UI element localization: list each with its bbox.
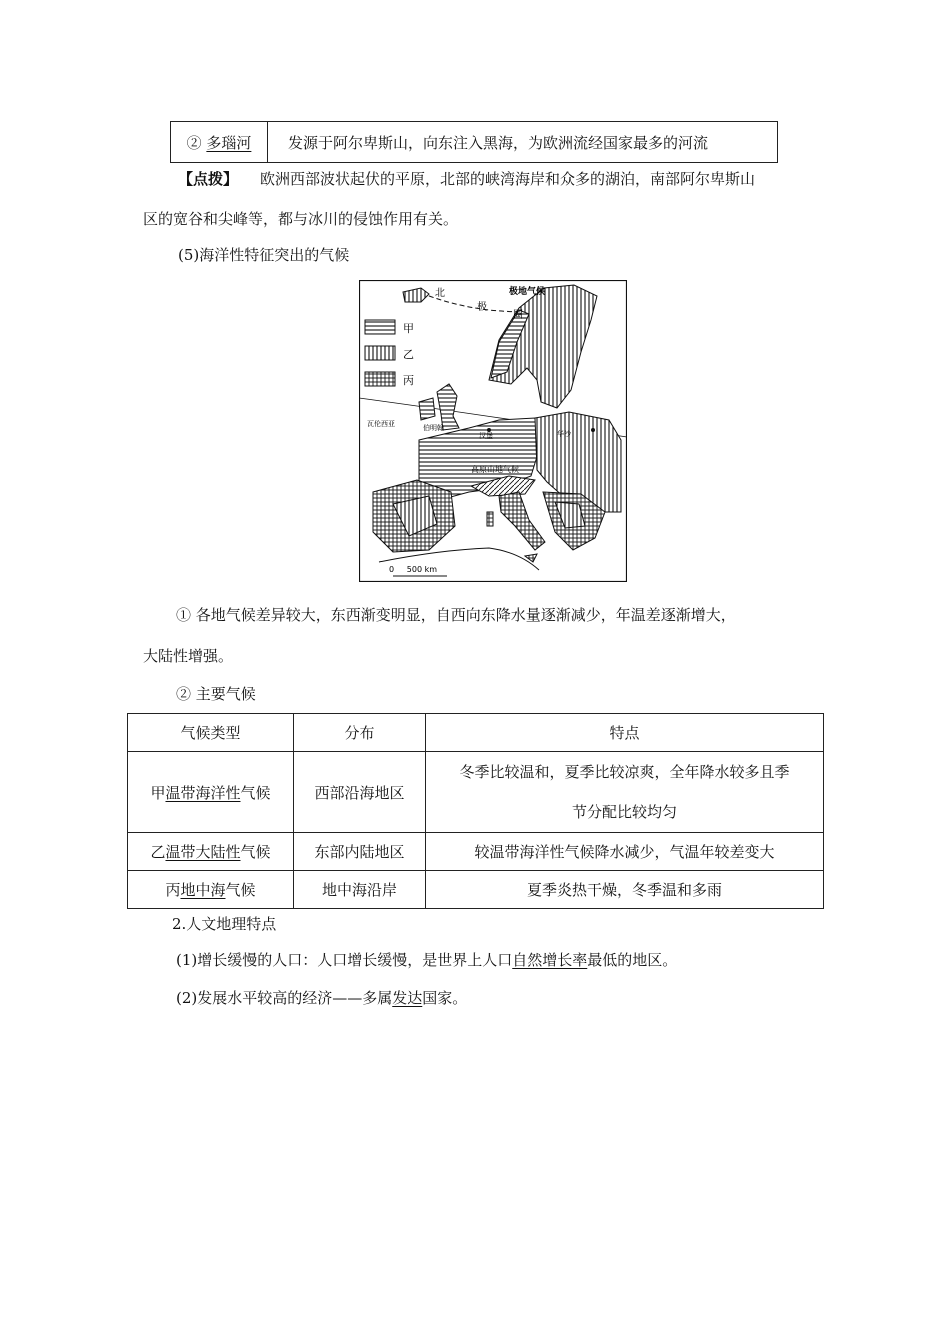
point1-line1: ① 各地气候差异较大，东西渐变明显，自西向东降水量逐渐减少，年温差逐渐增大， — [176, 606, 736, 624]
row3-dist: 地中海沿岸 — [294, 871, 426, 909]
river-name-cell — [171, 122, 268, 163]
legend-label-bing: 丙 — [403, 374, 414, 387]
header-feat: 特点 — [426, 714, 824, 752]
row2-type: 乙温带大陆性气候 — [128, 833, 294, 871]
legend-label-jia: 甲 — [403, 322, 414, 335]
row1-feat: 冬季比较温和，夏季比较凉爽，全年降水较多且季 节分配比较均匀 — [426, 752, 824, 833]
river-row-table — [170, 121, 778, 163]
dianbo-line1 — [178, 168, 755, 189]
ireland-region — [419, 398, 435, 420]
label-hamburg: 汉堡 — [479, 432, 493, 440]
header-dist: 分布 — [294, 714, 426, 752]
label-alpine: 高原山地气候 — [471, 465, 519, 474]
label-quan: 圈 — [513, 310, 523, 321]
legend-swatch-yi — [365, 346, 395, 360]
legend-label-yi: 乙 — [403, 348, 414, 361]
label-birmingham: 伯明翰 — [423, 424, 444, 432]
row3-type: 丙地中海气候 — [128, 871, 294, 909]
header-type: 气候类型 — [128, 714, 294, 752]
point2-title: ② 主要气候 — [176, 685, 256, 703]
scale-text: 0 500 km — [389, 565, 438, 574]
legend-swatch-bing — [365, 372, 395, 386]
label-valencia: 瓦伦西亚 — [367, 420, 395, 428]
row2-dist: 东部内陆地区 — [294, 833, 426, 871]
label-polar: 极地气候 — [509, 287, 546, 297]
point1-line2: 大陆性增强。 — [143, 647, 234, 665]
row2-feat: 较温带海洋性气候降水减少，气温年较差变大 — [426, 833, 824, 871]
human-p2: (2)发展水平较高的经济——多属发达国家。 — [176, 989, 468, 1007]
human-title: 2.人文地理特点 — [172, 915, 277, 933]
human-p1: (1)增长缓慢的人口：人口增长缓慢，是世界上人口自然增长率最低的地区。 — [176, 951, 678, 969]
river-name: 多瑙河 — [206, 133, 252, 152]
dianbo-label: 【点拨】 — [178, 170, 239, 188]
river-desc: 发源于阿尔卑斯山，向东注入黑海，为欧洲流经国家最多的河流 — [288, 133, 709, 152]
europe-climate-map — [359, 280, 627, 582]
row3-feat: 夏季炎热干燥，冬季温和多雨 — [426, 871, 824, 909]
dianbo-text1: 欧洲西部波状起伏的平原，北部的峡湾海岸和众多的湖泊，南部阿尔卑斯山 — [260, 170, 756, 188]
label-north: 北 — [435, 288, 445, 299]
row1-type: 甲温带海洋性气候 — [128, 752, 294, 833]
river-desc-cell — [268, 122, 778, 163]
label-warsaw: 华沙 — [557, 430, 571, 438]
section5-title: (5)海洋性特征突出的气候 — [178, 246, 350, 264]
dianbo-line2: 区的宽谷和尖峰等，都与冰川的侵蚀作用有关。 — [143, 210, 459, 228]
legend-swatch-jia — [365, 320, 395, 334]
row1-dist: 西部沿海地区 — [294, 752, 426, 833]
climate-table — [127, 713, 824, 909]
label-ji: 极 — [477, 302, 487, 313]
sardinia-shape — [487, 512, 493, 526]
river-prefix: ② — [186, 133, 207, 152]
